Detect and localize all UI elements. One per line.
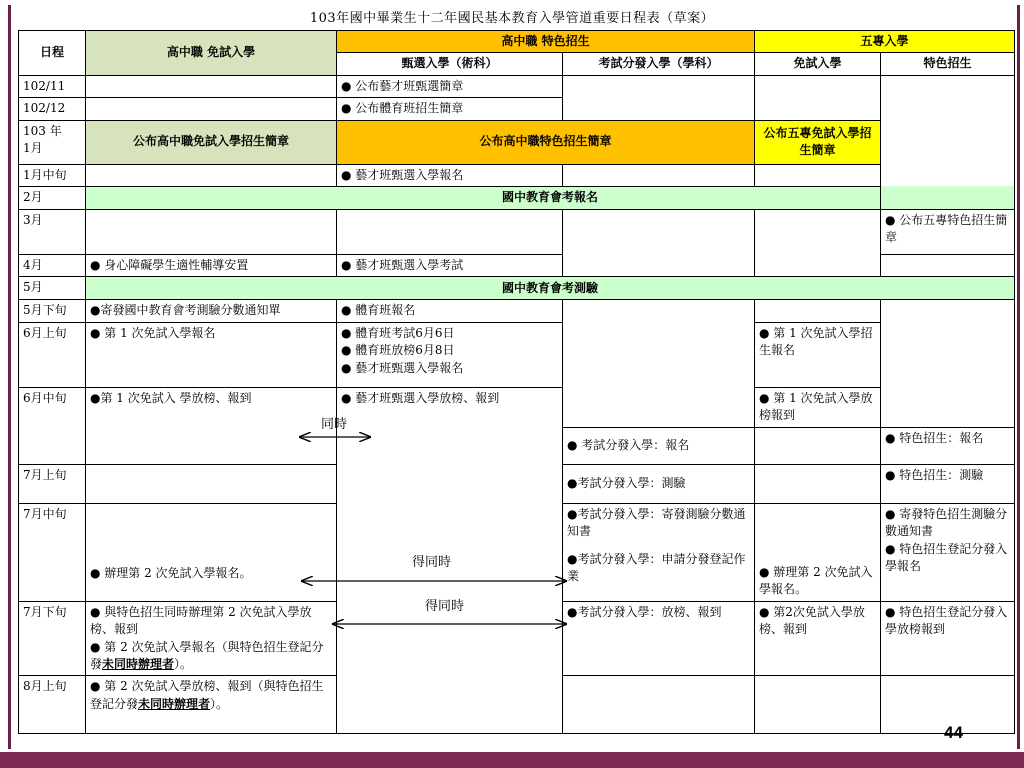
- schedule-item: ●考試分發入學：放榜、報到: [563, 601, 755, 676]
- date-cell: 7月上旬: [19, 464, 86, 503]
- date-cell: 6月上旬: [19, 322, 86, 387]
- schedule-item: ● 公布五專特色招生簡章: [881, 209, 1015, 254]
- date-cell: 8月上旬: [19, 676, 86, 734]
- schedule-item: ● 身心障礙學生適性輔導安置: [86, 254, 337, 276]
- schedule-item: ● 藝才班甄選入學報名: [337, 164, 563, 186]
- annotation-label: 得同時: [425, 599, 465, 614]
- date-cell: 5月: [19, 277, 86, 300]
- date-cell: 6月中旬: [19, 387, 86, 464]
- schedule-item: ●第 1 次免試入 學放榜、報到: [86, 387, 337, 464]
- schedule-item: ● 第 1 次免試入學招生報名: [755, 322, 881, 387]
- schedule-item: ● 特色招生登記分發入學放榜報到: [881, 601, 1015, 676]
- date-cell: 4月: [19, 254, 86, 276]
- schedule-item: 公布高中職特色招生簡章: [337, 120, 755, 164]
- schedule-item: ● 藝才班甄選入學放榜、報到: [337, 387, 563, 427]
- date-cell: 5月下旬: [19, 300, 86, 322]
- date-cell: 103 年 1月: [19, 120, 86, 164]
- page-number: 44: [944, 723, 963, 742]
- date-cell: 2月: [19, 186, 86, 209]
- date-cell: 1月中旬: [19, 164, 86, 186]
- schedule-item: ● 考試分發入學：報名: [563, 427, 755, 464]
- schedule-item: ● 藝才班甄選入學考試: [337, 254, 563, 276]
- schedule-item: ● 第2次免試入學放榜、報到: [755, 601, 881, 676]
- header-jc-special: 特色招生: [881, 53, 1015, 75]
- schedule-item: ● 辦理第 2 次免試入學報名。: [755, 503, 881, 601]
- schedule-item: ● 與特色招生同時辦理第 2 次免試入學放榜、報到 ● 第 2 次免試入學報名（與特色招生登記分發未同時辦理者）。: [86, 601, 337, 676]
- annotation-label: 同時: [321, 417, 348, 432]
- schedule-item: ● 寄發特色招生測驗分數通知書 ● 特色招生登記分發入學報名: [881, 503, 1015, 601]
- annotation-label: 得同時: [412, 555, 452, 570]
- schedule-item: ● 體育班報名: [337, 300, 563, 322]
- schedule-item: ● 公布體育班招生簡章: [337, 98, 563, 120]
- schedule-item: ● 特色招生：測驗: [881, 464, 1015, 503]
- schedule-item: 國中教育會考報名: [86, 186, 1015, 209]
- schedule-item: ●考試分發入學：測驗: [563, 464, 755, 503]
- header-exam: 考試分發入學（學科）: [563, 53, 755, 75]
- schedule-item: ● 第 2 次免試入學放榜、報到（與特色招生登記分發未同時辦理者）。: [86, 676, 337, 734]
- schedule-item: ●考試分發入學：寄發測驗分數通知書 ●考試分發入學：申請分發登記作業: [563, 503, 755, 601]
- header-date: 日程: [19, 31, 86, 76]
- date-cell: 102/11: [19, 75, 86, 97]
- header-jc: 五專入學: [755, 31, 1015, 53]
- schedule-item: ● 第 1 次免試入學報名: [86, 322, 337, 387]
- date-cell: 7月下旬: [19, 601, 86, 676]
- date-cell: 3月: [19, 209, 86, 254]
- document-title: 103年國中畢業生十二年國民基本教育入學管道重要日程表（草案）: [309, 11, 715, 26]
- schedule-item: 公布高中職免試入學招生簡章: [86, 120, 337, 164]
- schedule-item: ● 特色招生：報名: [881, 427, 1015, 464]
- schedule-item: ● 辦理第 2 次免試入學報名。: [86, 503, 337, 601]
- date-cell: 102/12: [19, 98, 86, 120]
- header-hs-free: 高中職 免試入學: [86, 31, 337, 76]
- schedule-item: 公布五專免試入學招生簡章: [755, 120, 881, 164]
- header-hs-special: 高中職 特色招生: [337, 31, 755, 53]
- schedule-item: ● 第 1 次免試入學放榜報到: [755, 387, 881, 427]
- date-cell: 7月中旬: [19, 503, 86, 601]
- header-jc-free: 免試入學: [755, 53, 881, 75]
- header-audition: 甄選入學（術科）: [337, 53, 563, 75]
- schedule-item: ● 公布藝才班甄選簡章: [337, 75, 563, 97]
- schedule-item: 國中教育會考測驗: [86, 277, 1015, 300]
- schedule-item: ● 體育班考試6月6日 ● 體育班放榜6月8日 ● 藝才班甄選入學報名: [337, 322, 563, 387]
- schedule-item: ●寄發國中教育會考測驗分數通知單: [86, 300, 337, 322]
